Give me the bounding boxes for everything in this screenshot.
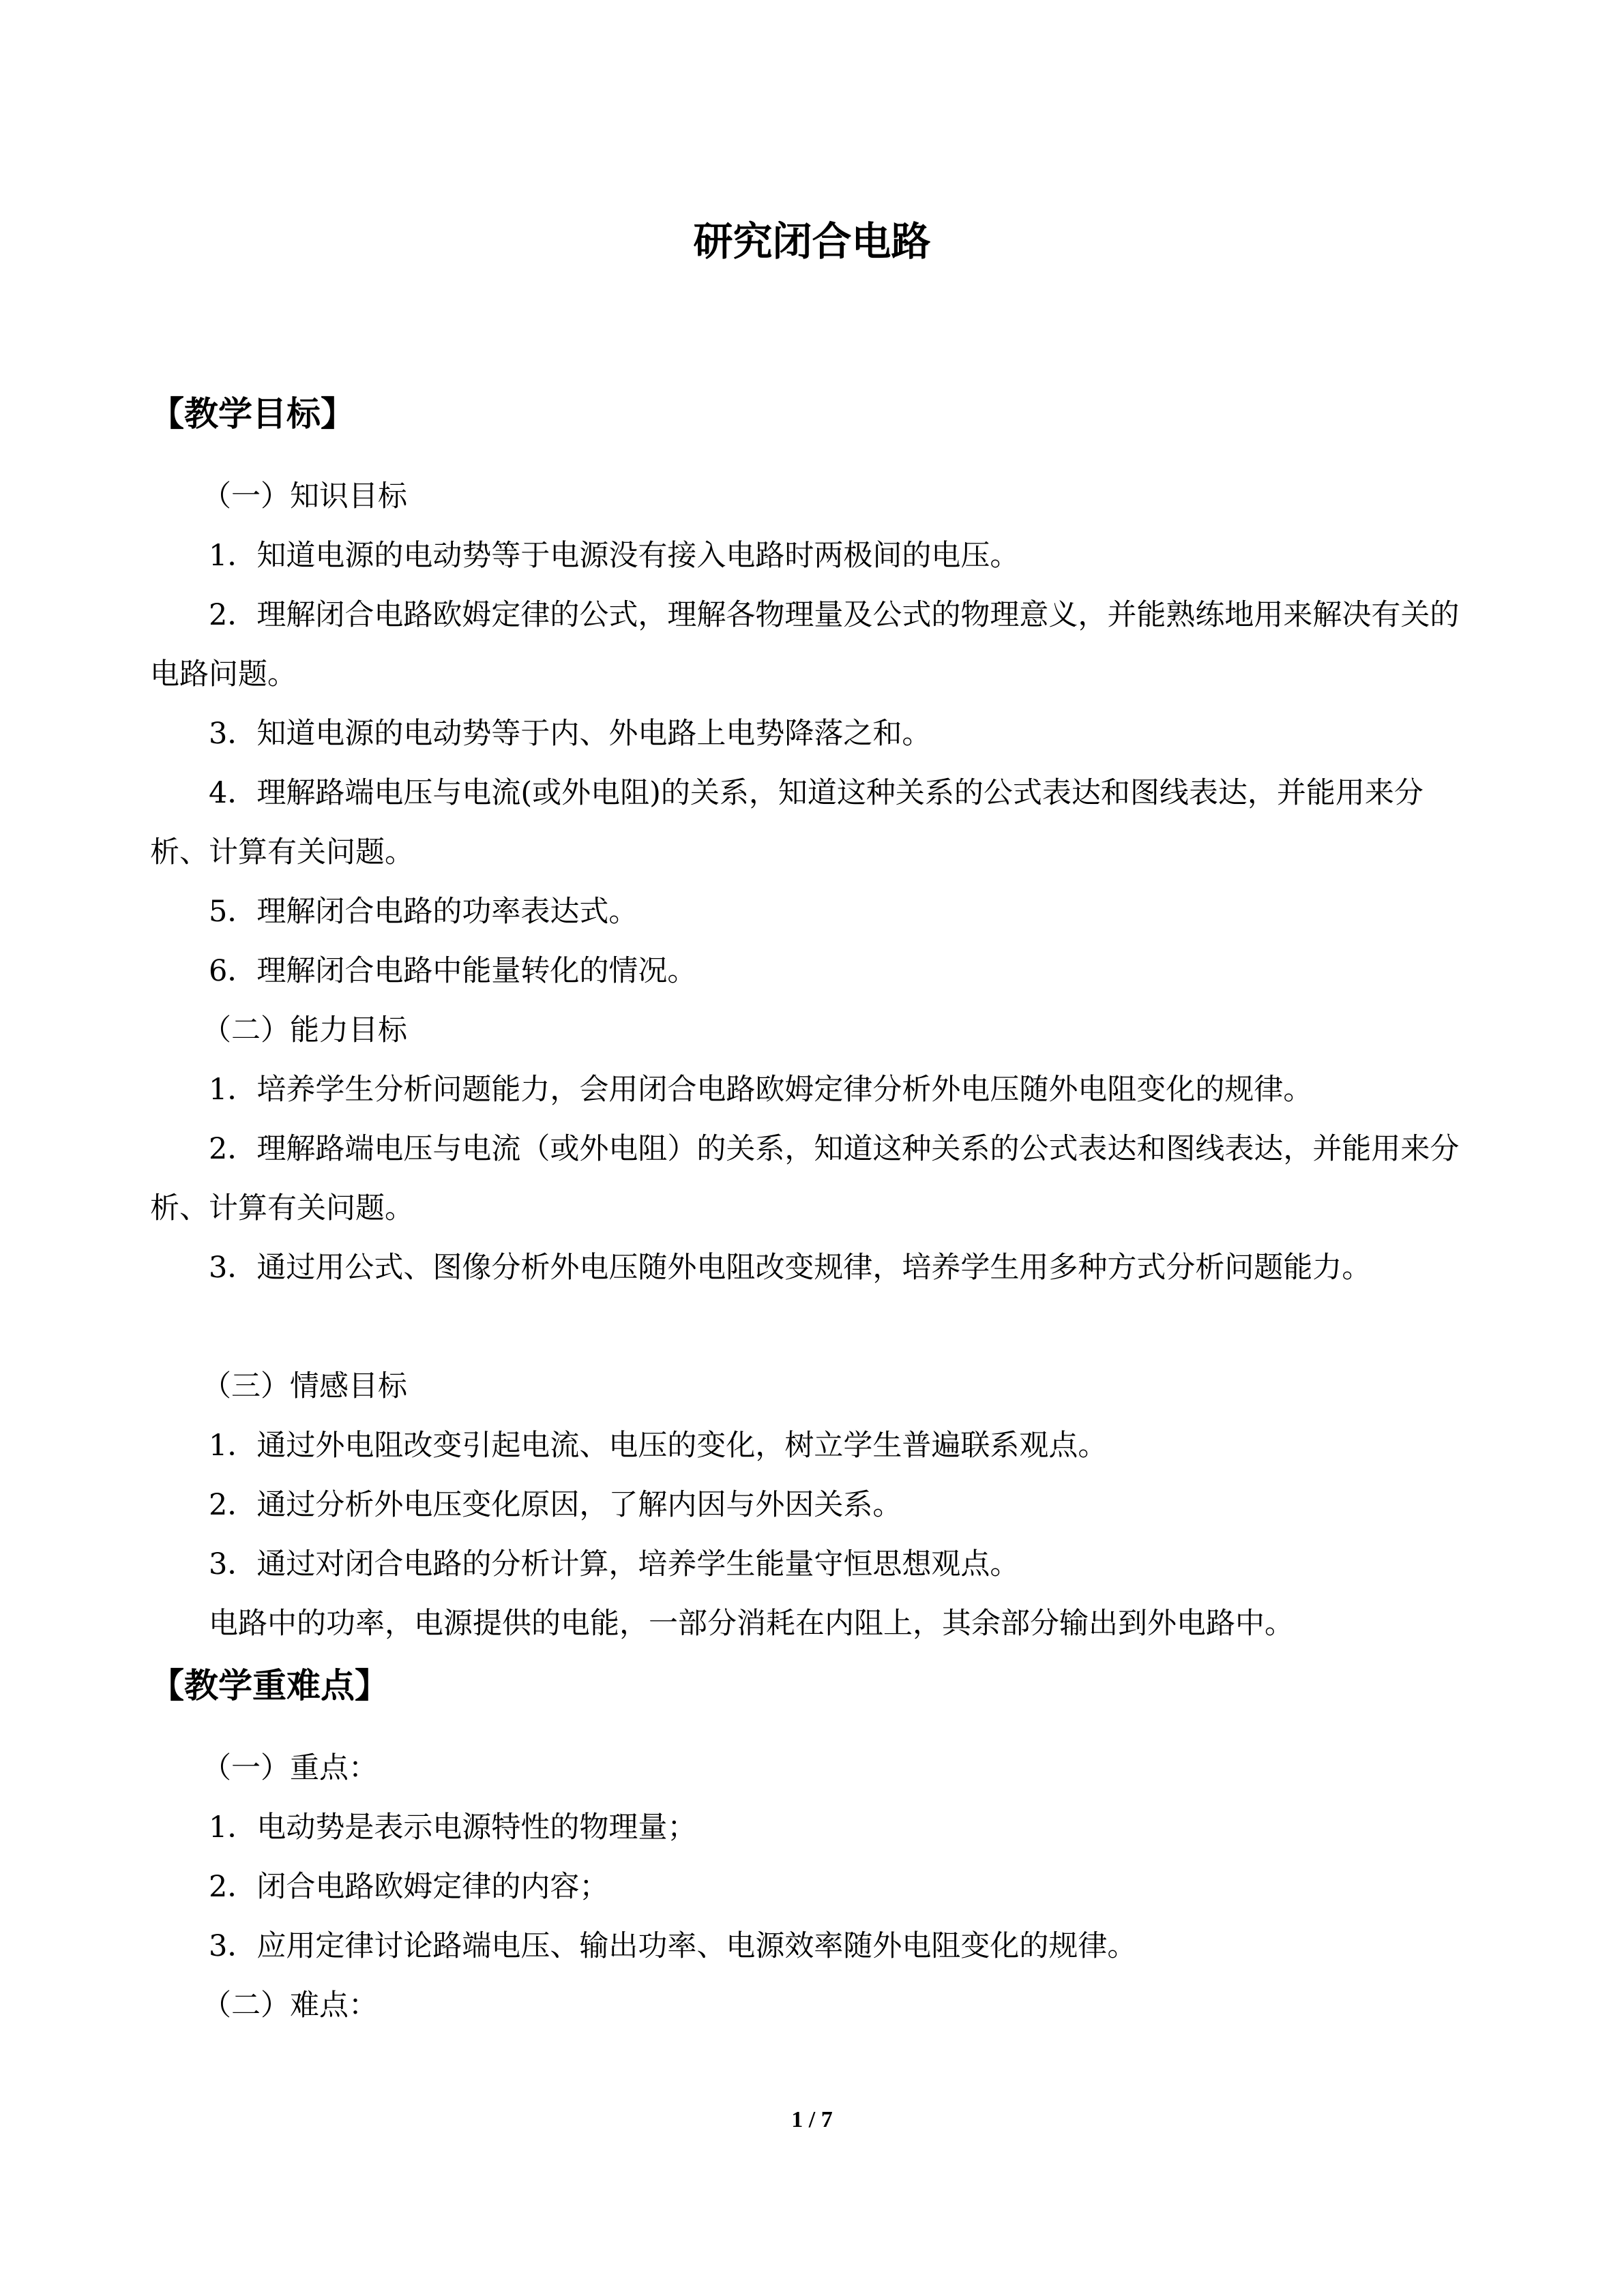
page-title: 研究闭合电路 [693, 218, 931, 265]
list-item: 电路中的功率，电源提供的电能，一部分消耗在内阻上，其余部分输出到外电路中。 [209, 1607, 1294, 1641]
subsection-label-key: （一）重点： [202, 1751, 378, 1785]
list-item: 4．理解路端电压与电流(或外电阻)的关系，知道这种关系的公式表达和图线表达，并能用来分析、计算有关问题。 [150, 776, 1423, 869]
list-item: 1．知道电源的电动势等于电源没有接入电路时两极间的电压。 [209, 539, 1020, 573]
subsection-label-difficult: （二）难点： [202, 1988, 378, 2023]
subsection-label-emotion: （三）情感目标 [202, 1369, 407, 1403]
list-item: 3．通过对闭合电路的分析计算，培养学生能量守恒思想观点。 [209, 1547, 1020, 1581]
list-item: 6．理解闭合电路中能量转化的情况。 [209, 954, 697, 988]
list-item: 1．培养学生分析问题能力，会用闭合电路欧姆定律分析外电压随外电阻变化的规律。 [209, 1073, 1313, 1107]
subsection-label-ability: （二）能力目标 [202, 1013, 407, 1047]
section-heading-objectives: 【教学目标】 [150, 394, 355, 434]
subsection-label-knowledge: （一）知识目标 [202, 479, 407, 513]
list-item: 3．知道电源的电动势等于内、外电路上电势降落之和。 [209, 717, 932, 751]
section-heading-key-points: 【教学重难点】 [150, 1666, 389, 1705]
list-item: 2．理解闭合电路欧姆定律的公式，理解各物理量及公式的物理意义，并能熟练地用来解决有关的电路问题。 [150, 598, 1460, 691]
list-item: 2．理解路端电压与电流（或外电阻）的关系，知道这种关系的公式表达和图线表达，并能用来分析、计算有关问题。 [150, 1132, 1460, 1225]
list-item: 5．理解闭合电路的功率表达式。 [209, 895, 638, 929]
list-item: 1．电动势是表示电源特性的物理量； [209, 1810, 697, 1845]
list-item: 2．闭合电路欧姆定律的内容； [209, 1870, 609, 1904]
list-item: 1．通过外电阻改变引起电流、电压的变化，树立学生普遍联系观点。 [209, 1429, 1108, 1463]
page-number: 1 / 7 [791, 2107, 833, 2132]
list-item: 3．应用定律讨论路端电压、输出功率、电源效率随外电阻变化的规律。 [209, 1929, 1137, 1963]
list-item: 3．通过用公式、图像分析外电压随外电阻改变规律，培养学生用多种方式分析问题能力。 [209, 1251, 1372, 1285]
list-item: 2．通过分析外电压变化原因，了解内因与外因关系。 [209, 1488, 902, 1522]
